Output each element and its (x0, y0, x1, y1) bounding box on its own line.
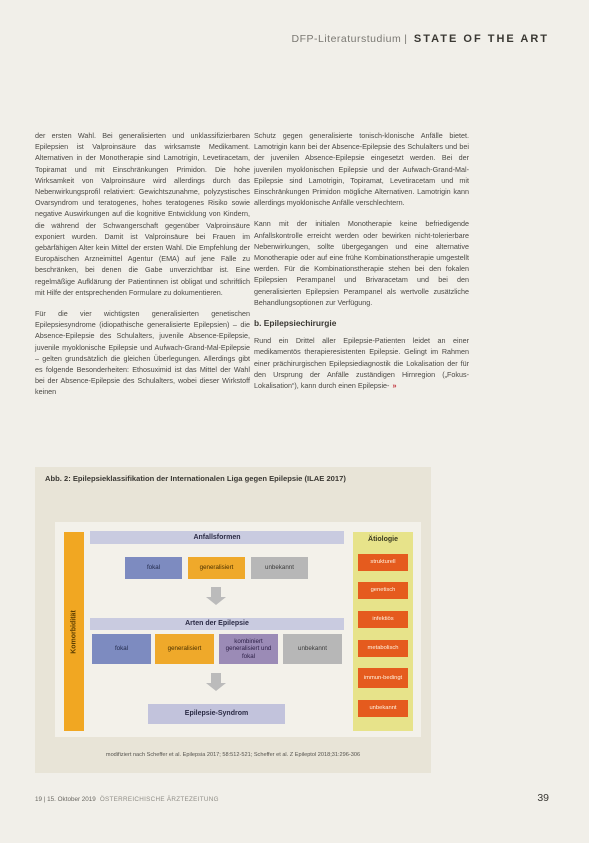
aetiologie-metabolisch: metabolisch (358, 640, 408, 657)
paragraph: der ersten Wahl. Bei generalisierten und unklassifizierbaren Epilepsien ist Valproinsäure das wirksamste Medikament. Alternativen in der Monotherapie sind Lamotrigin, Levetiracetam, Topiramat und mit Einschränkungen Primidon. Die hohe Wirksamkeit von Valproinsäure wird allerdings durch das Nebenwirkungsprofil relativiert: Gewichtszunahme, polyzystisches Ovarsyndrom und teratogenes, hohes teratogenes Risiko sowie negative Auswirkungen auf die kognitive Entwicklung von Kindern, die während der Schwangerschaft gegenüber Valproinsäure exponiert wurden. Damit ist Valproinsäure bei Frauen im gebärfähigen Alter kein Mittel der ersten Wahl. Die Empfehlung der Europäischen Arzneimittel Agentur (EMA) auf jene Fälle zu beschränken, bei denen die Gabe unverzichtbar ist. Eine regelmäßige Aufklärung der Patientinnen ist obligat und schriftlich mit Hilfe der entsprechenden Formulare zu dokumentieren. (35, 131, 250, 297)
art-kombiniert: kombiniert generalisiert und fokal (219, 634, 278, 664)
aetiologie-immunbedingt: immun-bedingt (358, 668, 408, 688)
page-header (291, 33, 549, 45)
aetiologie-column (353, 532, 413, 731)
classification-figure (35, 467, 431, 773)
anfallsform-generalisiert: generalisiert (188, 557, 245, 579)
paragraph: Für die vier wichtigsten generalisierten genetischen Epilepsiesyndrome (idiopathische generalisierte Epilepsien) – die Absence-Epilepsie des Schulalters, juvenile Absence-Epilepsie, juvenile myoklonische Epilepsie und Aufwach-Grand-Mal-Epilepsie – gelten grundsätzlich die gleichen Überlegungen. Allerdings gibt es folgende Besonderheiten: Ethosuximid ist das Mittel der Wahl bei der Absence-Epilepsie des Schulalters, wobei dieser Wirkstoff keinen (35, 309, 250, 397)
art-generalisiert: generalisiert (155, 634, 214, 664)
header-section: DFP-Literaturstudium (291, 33, 402, 45)
header-topic: STATE OF THE ART (413, 33, 549, 45)
aetiologie-strukturell: strukturell (358, 554, 408, 571)
text-column-right (254, 130, 469, 401)
aetiologie-unbekannt: unbekannt (358, 700, 408, 717)
aetiologie-header: Ätiologie (368, 536, 398, 543)
paragraph-text: Rund ein Drittel aller Epilepsie-Patienten leidet an einer medikamentös therapieresistenten Epilepsie. Gelingt im Rahmen einer prächirurgischen Epilepsiediagnostik die Lokalisation der für den Ursprung der Anfälle zuständigen Hirnregion („Fokus-Lokalisation“), kann durch einen Epilepsie- (254, 336, 469, 391)
anfallsformen-header: Anfallsformen (90, 531, 344, 544)
paragraph: Schutz gegen generalisierte tonisch-klonische Anfälle bietet. Lamotrigin kann bei der Absence-Epilepsie des Schulalters und bei der juvenilen Absence-Epilepsie eingesetzt werden. Bei der juvenilen myoklonischen Epilepsie und der Aufwach-Grand-Mal-Epilepsie sind Lamotrigin, Topiramat, Levetiracetam und mit Einschränkungen Primidon mögliche Alternativen. Lamotrigin kann allerdings myoklonische Anfälle verschlechtern. (254, 131, 469, 208)
aetiologie-infektioes: infektiös (358, 611, 408, 628)
down-arrow-icon (211, 673, 221, 683)
down-arrow-icon (211, 587, 221, 597)
page-footer (35, 796, 219, 803)
paragraph: Kann mit der initialen Monotherapie keine befriedigende Anfallskontrolle erreicht werden oder bewirken nicht-tolerierbare Nebenwirkungen, sollte übergegangen und eine alternative Monotherapie oder auf eine frühe Kombinationstherapie umgestellt werden. Für die Kombinationstherapie stehen bei den fokalen Epilepsien Perampanel und Brivaracetam und bei den generalisierten Epilepsien Perampanel als wertvolle zusätzliche Behandlungsoptionen zur Verfügung. (254, 219, 469, 307)
anfallsform-fokal: fokal (125, 557, 182, 579)
komorbiditaet-bar (64, 532, 84, 731)
komorbiditaet-label: Komorbidität (70, 609, 78, 654)
art-fokal: fokal (92, 634, 151, 664)
footer-issue: 19 | 15. Oktober 2019 (35, 796, 96, 803)
epilepsie-syndrom-box: Epilepsie-Syndrom (148, 704, 285, 724)
footer-publication: ÖSTERREICHISCHE ÄRZTEZEITUNG (99, 796, 219, 803)
art-unbekannt: unbekannt (283, 634, 342, 664)
paragraph (254, 335, 469, 391)
aetiologie-genetisch: genetisch (358, 582, 408, 599)
text-column-left (35, 130, 250, 408)
anfallsform-unbekannt: unbekannt (251, 557, 308, 579)
continue-arrow-icon: » (392, 381, 397, 391)
arten-header: Arten der Epilepsie (90, 618, 344, 630)
figure-source: modifiziert nach Scheffer et al. Epilepsia 2017; 58:512-521; Scheffer et al. Z Epileptol 2018;31:296-306 (105, 752, 361, 758)
header-separator: | (404, 33, 408, 45)
figure-title: Abb. 2: Epilepsieklassifikation der Internationalen Liga gegen Epilepsie (ILAE 2017) (45, 474, 346, 483)
section-heading: b. Epilepsiechirurgie (254, 318, 337, 329)
page-number: 39 (537, 792, 549, 804)
